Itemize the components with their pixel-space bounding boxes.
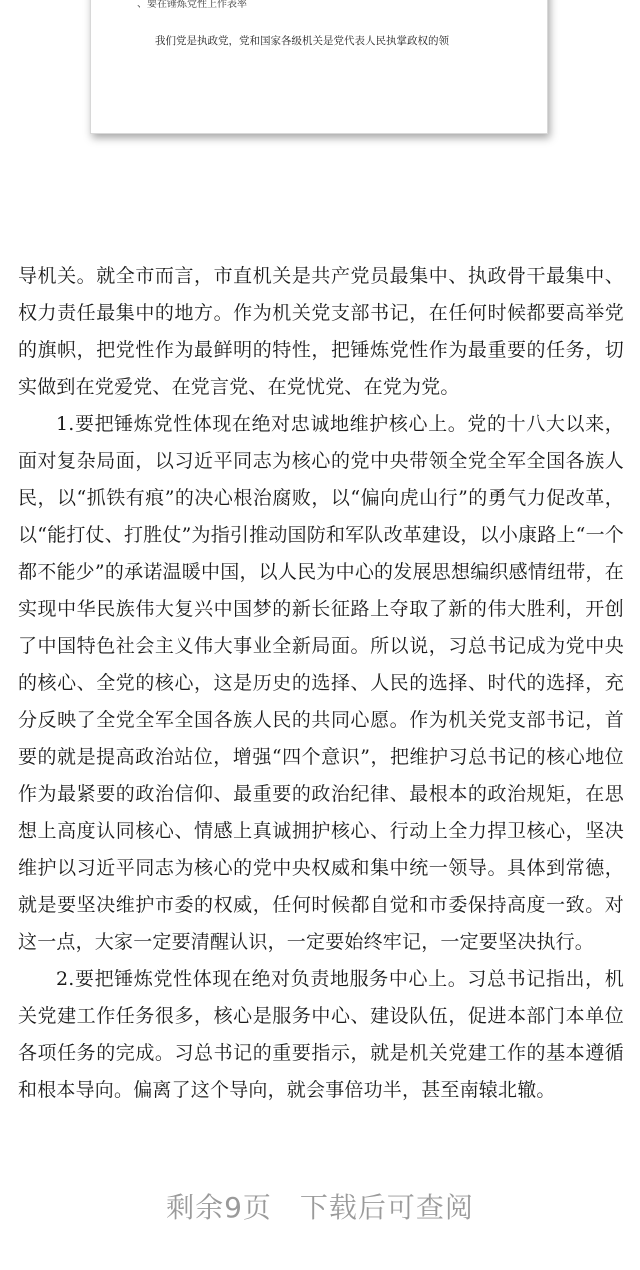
document-preview-card <box>90 0 548 134</box>
paragraph-continuation: 导机关。就全市而言，市直机关是共产党员最集中、执政骨干最集中、权力责任最集中的地方。作为机关党支部书记，在任何时候都要高举党的旗帜，把党性作为最鲜明的特性，把锤炼党性作为最重要的任务，切实做到在党爱党、在党言党、在党忧党、在党为党。 <box>18 265 624 398</box>
document-body <box>18 258 624 1109</box>
download-action-label: 下载后可查阅 <box>299 1191 474 1224</box>
preview-text: 我们党是执政党，党和国家各级机关是党代表人民执掌政权的领 <box>155 35 449 47</box>
preview-heading: 、要在锤炼党性上作表率 <box>137 0 247 10</box>
remaining-pages-label: 剩余9页 <box>166 1191 272 1224</box>
paragraph-point-1: 1.要把锤炼党性体现在绝对忠诚地维护核心上。党的十八大以来，面对复杂局面，以习近平同志为核心的党中央带领全党全军全国各族人民，以“抓铁有痕”的决心根治腐败，以“偏向虎山行”的勇气力促改革，以“能打仗、打胜仗”为指引推动国防和军队改革建设，以小康路上“一个都不能少”的承诺温暖中国，以人民为中心的发展思想编织感情纽带，在实现中华民族伟大复兴中国梦的新长征路上夺取了新的伟大胜利，开创了中国特色社会主义伟大事业全新局面。所以说，习总书记成为党中央的核心、全党的核心，这是历史的选择、人民的选择、时代的选择，充分反映了全党全军全国各族人民的共同心愿。作为机关党支部书记，首要的就是提高政治站位，增强“四个意识”，把维护习总书记的核心地位作为最紧要的政治信仰、最重要的政治纪律、最根本的政治规矩，在思想上高度认同核心、情感上真诚拥护核心、行动上全力捍卫核心，坚决维护以习近平同志为核心的党中央权威和集中统一领导。具体到常德，就是要坚决维护市委的权威，任何时候都自觉和市委保持高度一致。对这一点，大家一定要清醒认识，一定要始终牢记，一定要坚决执行。 <box>18 413 624 953</box>
download-prompt[interactable] <box>0 1186 640 1226</box>
paragraph-point-2: 2.要把锤炼党性体现在绝对负责地服务中心上。习总书记指出，机关党建工作任务很多，核心是服务中心、建设队伍，促进本部门本单位各项任务的完成。习总书记的重要指示，就是机关党建工作的基本遵循和根本导向。偏离了这个导向，就会事倍功半，甚至南辕北辙。 <box>18 968 624 1101</box>
